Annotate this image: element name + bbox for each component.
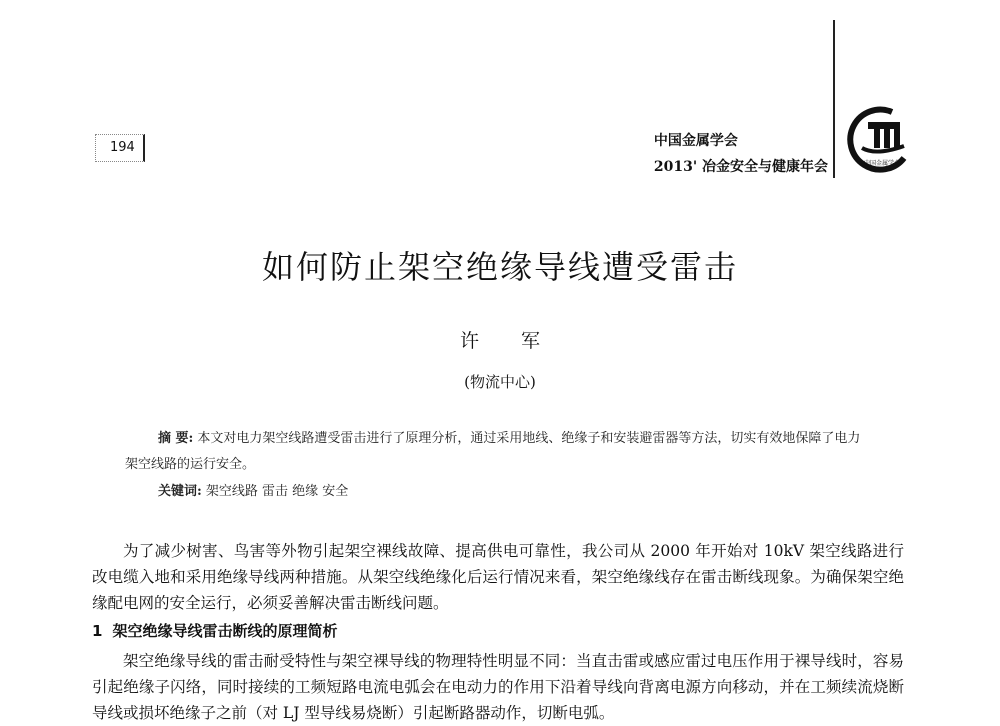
section-title: 架空绝缘导线雷击断线的原理简析 [112,622,338,640]
section-number: 1 [92,622,103,640]
abstract-text: 本文对电力架空线路遭受雷击进行了原理分析，通过采用地线、绝缘子和安装避雷器等方法，切实有效地保障了电力架空线路的运行安全。 [125,431,861,472]
author-name: 许 军 [459,330,559,352]
society-name: 中国金属学会 [653,133,738,149]
logo-mark-bar-1 [874,122,880,148]
abstract-label: 摘 要: [158,431,194,446]
logo-text: 中国金属学会 [863,160,901,167]
running-header [654,128,828,180]
keywords [158,480,348,499]
header-divider [833,20,835,178]
logo-mark-base [862,146,904,152]
logo-mark-bar-2 [884,122,890,148]
society-logo-icon [846,104,908,178]
logo-mark-bar-3 [894,122,900,148]
keywords-text: 架空线路 雷击 绝缘 安全 [205,484,349,499]
page-number: 194 [95,134,145,162]
paper-title: 如何防止架空绝缘导线遭受雷击 [261,248,738,286]
body-paragraph-2: 架空绝缘导线的雷击耐受特性与架空裸导线的物理特性明显不同：当直击雷或感应雷过电压作用于裸导线时，容易引起绝缘子闪络，同时接续的工频短路电流电弧会在电动力的作用下沿着导线向背离电源方向移动，并在工频续流烧断导线或损坏绝缘子之前（对 LJ 型导线易烧断）引起断路器动作，切断电弧。 [92,652,904,722]
body-paragraph-1: 为了减少树害、鸟害等外物引起架空裸线故障、提高供电可靠性，我公司从 2000 年开始对 10kV 架空线路进行改电缆入地和采用绝缘导线两种措施。从架空线绝缘化后运行情况来看，架空绝缘线存在雷击断线现象。为确保架空绝缘配电网的安全运行，必须妥善解决雷击断线问题。 [92,542,904,612]
conference-name: 2013' 冶金安全与健康年会 [653,159,828,175]
abstract [125,426,865,478]
author-affiliation: (物流中心) [464,373,536,391]
section-heading-1 [92,620,337,641]
keywords-label: 关键词: [158,484,202,499]
